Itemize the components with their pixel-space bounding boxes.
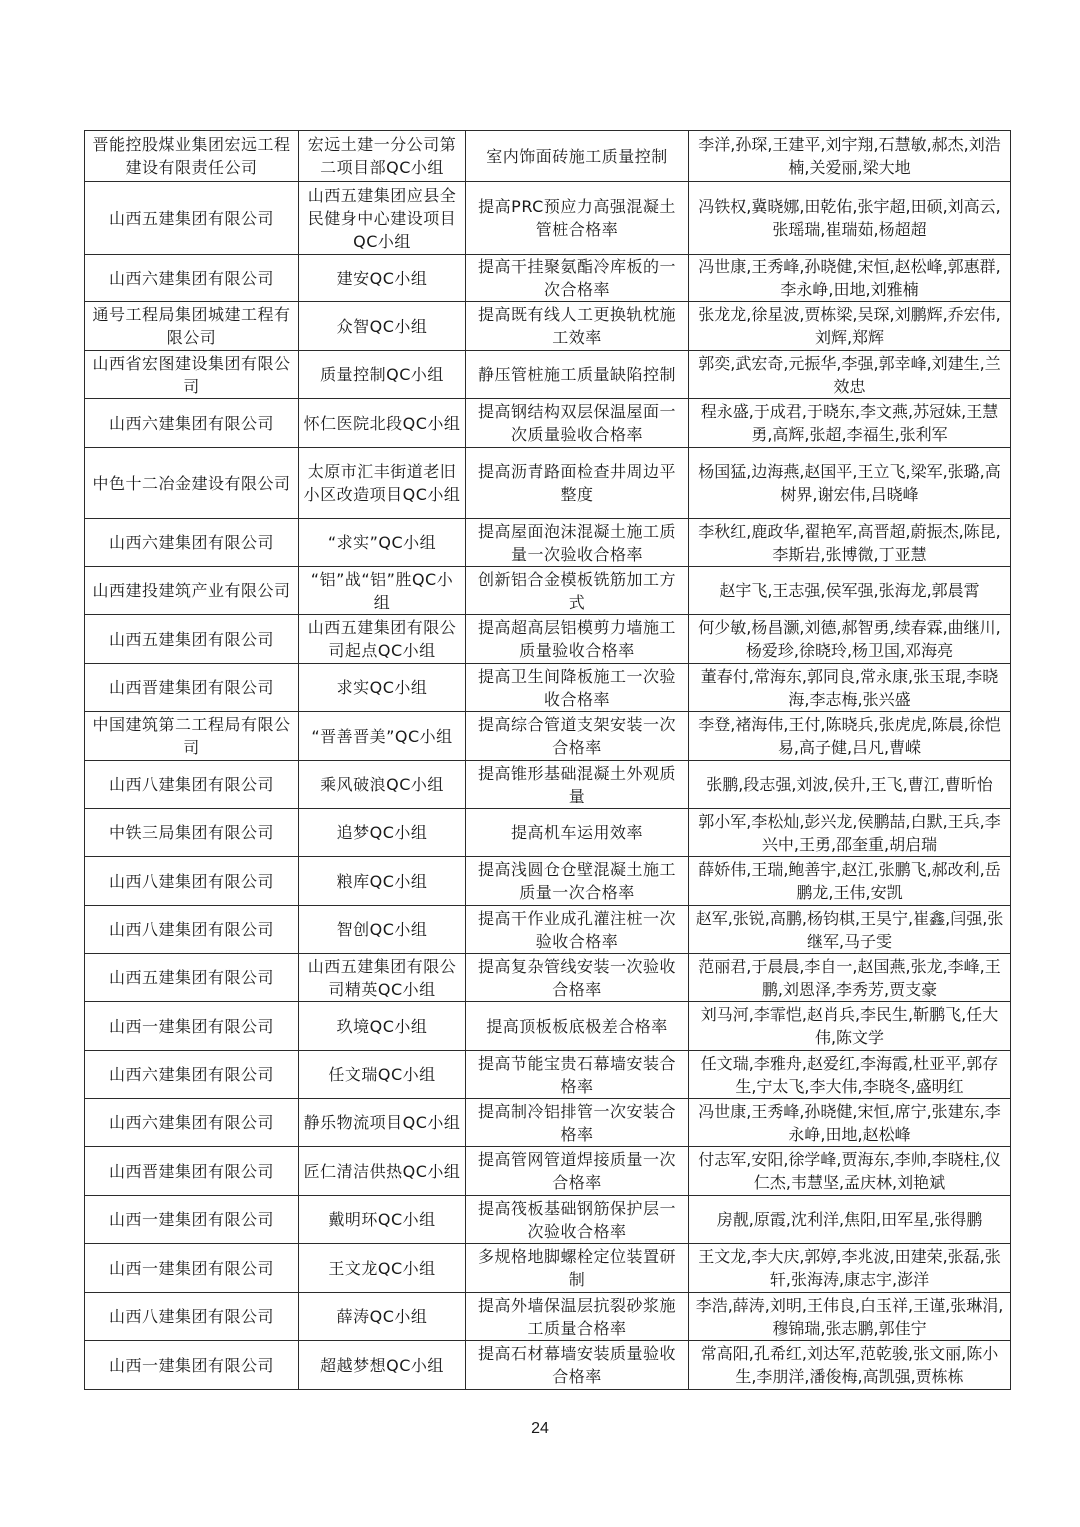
members-cell: 赵宇飞,王志强,侯军强,张海龙,郭晨霄 [689, 567, 1011, 615]
group-cell: 山西五建集团有限公司精英QC小组 [299, 954, 466, 1002]
group-cell: 粮库QC小组 [299, 857, 466, 906]
table-row [85, 1244, 1011, 1293]
table-row [85, 712, 1011, 761]
topic-cell: 提高机车运用效率 [466, 809, 689, 857]
table-row [85, 954, 1011, 1002]
members-cell: 刘马河,李霏恺,赵肖兵,李民生,靳鹏飞,任大伟,陈文学 [689, 1002, 1011, 1051]
group-cell: “晋善晋美”QC小组 [299, 712, 466, 761]
group-cell: 匠仁清洁供热QC小组 [299, 1147, 466, 1196]
members-cell: 李秋红,鹿政华,翟艳军,高晋超,蔚振杰,陈昆,李斯岩,张博微,丁亚慧 [689, 519, 1011, 567]
company-cell: 山西晋建集团有限公司 [85, 664, 299, 712]
topic-cell: 提高筏板基础钢筋保护层一次验收合格率 [466, 1196, 689, 1244]
table-body [85, 131, 1011, 1390]
members-cell: 李洋,孙琛,王建平,刘宇翔,石慧敏,郝杰,刘浩楠,关爱丽,梁大地 [689, 131, 1011, 182]
page-number: 24 [531, 1420, 549, 1437]
members-cell: 郭奕,武宏奇,元振华,李强,郭幸峰,刘建生,兰效忠 [689, 351, 1011, 399]
members-cell: 张龙龙,徐星波,贾栋梁,吴琛,刘鹏辉,乔宏伟,刘辉,郑辉 [689, 302, 1011, 351]
company-cell: 山西八建集团有限公司 [85, 761, 299, 809]
members-cell: 赵军,张锐,高鹏,杨钧棋,王昊宁,崔鑫,闫强,张继军,马子雯 [689, 906, 1011, 954]
company-cell: 中国建筑第二工程局有限公司 [85, 712, 299, 761]
table-row [85, 1099, 1011, 1147]
company-cell: 山西省宏图建设集团有限公司 [85, 351, 299, 399]
company-cell: 山西一建集团有限公司 [85, 1244, 299, 1293]
topic-cell: 提高外墙保温层抗裂砂浆施工质量合格率 [466, 1293, 689, 1341]
company-cell: 山西晋建集团有限公司 [85, 1147, 299, 1196]
table-row [85, 131, 1011, 182]
group-cell: 戴明环QC小组 [299, 1196, 466, 1244]
members-cell: 程永盛,于成君,于晓东,李文燕,苏冠妹,王慧勇,高辉,张超,李福生,张利军 [689, 399, 1011, 448]
topic-cell: 提高超高层铝模剪力墙施工质量验收合格率 [466, 615, 689, 664]
table-row [85, 1196, 1011, 1244]
table-row [85, 351, 1011, 399]
members-cell: 范丽君,于晨晨,李自一,赵国燕,张龙,李峰,王鹏,刘恩泽,李秀芳,贾支豪 [689, 954, 1011, 1002]
table-row [85, 809, 1011, 857]
company-cell: 山西六建集团有限公司 [85, 519, 299, 567]
group-cell: 宏远土建一分公司第二项目部QC小组 [299, 131, 466, 182]
topic-cell: 提高钢结构双层保温屋面一次质量验收合格率 [466, 399, 689, 448]
table-row [85, 1051, 1011, 1099]
table-row [85, 448, 1011, 519]
group-cell: 薛涛QC小组 [299, 1293, 466, 1341]
members-cell: 董春付,常海东,郭同良,常永康,张玉琨,李晓海,李志梅,张兴盛 [689, 664, 1011, 712]
members-cell: 常高阳,孔希红,刘达军,范乾骏,张文丽,陈小生,李朋洋,潘俊梅,高凯强,贾栋栋 [689, 1341, 1011, 1390]
group-cell: 追梦QC小组 [299, 809, 466, 857]
group-cell: “铝”战“铝”胜QC小组 [299, 567, 466, 615]
group-cell: 王文龙QC小组 [299, 1244, 466, 1293]
table-row [85, 857, 1011, 906]
topic-cell: 提高浅圆仓仓壁混凝土施工质量一次合格率 [466, 857, 689, 906]
members-cell: 李登,褚海伟,王付,陈晓兵,张虎虎,陈晨,徐恺易,高子健,吕凡,曹嵘 [689, 712, 1011, 761]
members-cell: 薛娇伟,王瑞,鲍善宇,赵江,张鹏飞,郝改利,岳鹏龙,王伟,安凯 [689, 857, 1011, 906]
company-cell: 通号工程局集团城建工程有限公司 [85, 302, 299, 351]
table-row [85, 1293, 1011, 1341]
topic-cell: 静压管桩施工质量缺陷控制 [466, 351, 689, 399]
table-row [85, 615, 1011, 664]
topic-cell: 提高锥形基础混凝土外观质量 [466, 761, 689, 809]
table-row [85, 1147, 1011, 1196]
company-cell: 山西六建集团有限公司 [85, 1099, 299, 1147]
topic-cell: 室内饰面砖施工质量控制 [466, 131, 689, 182]
table-row [85, 761, 1011, 809]
group-cell: 怀仁医院北段QC小组 [299, 399, 466, 448]
topic-cell: 多规格地脚螺栓定位装置研制 [466, 1244, 689, 1293]
group-cell: “求实”QC小组 [299, 519, 466, 567]
company-cell: 中色十二冶金建设有限公司 [85, 448, 299, 519]
company-cell: 山西八建集团有限公司 [85, 857, 299, 906]
qc-group-table [84, 130, 1011, 1390]
company-cell: 晋能控股煤业集团宏远工程建设有限责任公司 [85, 131, 299, 182]
topic-cell: 提高既有线人工更换轨枕施工效率 [466, 302, 689, 351]
members-cell: 张鹏,段志强,刘波,侯升,王飞,曹江,曹昕怡 [689, 761, 1011, 809]
table-row [85, 1002, 1011, 1051]
topic-cell: 提高卫生间降板施工一次验收合格率 [466, 664, 689, 712]
company-cell: 山西六建集团有限公司 [85, 399, 299, 448]
company-cell: 山西五建集团有限公司 [85, 615, 299, 664]
group-cell: 静乐物流项目QC小组 [299, 1099, 466, 1147]
topic-cell: 提高复杂管线安装一次验收合格率 [466, 954, 689, 1002]
company-cell: 山西一建集团有限公司 [85, 1341, 299, 1390]
company-cell: 山西八建集团有限公司 [85, 1293, 299, 1341]
members-cell: 冯世康,王秀峰,孙晓健,宋恒,赵松峰,郭惠群,李永峥,田地,刘雅楠 [689, 255, 1011, 302]
topic-cell: 提高顶板板底极差合格率 [466, 1002, 689, 1051]
members-cell: 冯铁权,冀晓娜,田乾佑,张宇超,田硕,刘高云,张瑶瑞,崔瑞茹,杨超超 [689, 182, 1011, 255]
topic-cell: 提高石材幕墙安装质量验收合格率 [466, 1341, 689, 1390]
topic-cell: 提高综合管道支架安装一次合格率 [466, 712, 689, 761]
table-row [85, 399, 1011, 448]
members-cell: 付志军,安阳,徐学峰,贾海东,李帅,李晓柱,仪仁杰,韦慧坚,孟庆林,刘艳斌 [689, 1147, 1011, 1196]
members-cell: 王文龙,李大庆,郭婷,李兆波,田建荣,张磊,张轩,张海涛,康志宇,澎洋 [689, 1244, 1011, 1293]
group-cell: 山西五建集团有限公司起点QC小组 [299, 615, 466, 664]
table-row [85, 255, 1011, 302]
topic-cell: 创新铝合金模板铣筋加工方式 [466, 567, 689, 615]
group-cell: 玖境QC小组 [299, 1002, 466, 1051]
group-cell: 太原市汇丰街道老旧小区改造项目QC小组 [299, 448, 466, 519]
topic-cell: 提高沥青路面检查井周边平整度 [466, 448, 689, 519]
topic-cell: 提高PRC预应力高强混凝土管桩合格率 [466, 182, 689, 255]
topic-cell: 提高干作业成孔灌注桩一次验收合格率 [466, 906, 689, 954]
members-cell: 郭小军,李松灿,彭兴龙,侯鹏喆,白默,王兵,李兴中,王勇,邵奎重,胡启瑞 [689, 809, 1011, 857]
group-cell: 智创QC小组 [299, 906, 466, 954]
group-cell: 任文瑞QC小组 [299, 1051, 466, 1099]
group-cell: 山西五建集团应县全民健身中心建设项目QC小组 [299, 182, 466, 255]
topic-cell: 提高节能宝贵石幕墙安装合格率 [466, 1051, 689, 1099]
table-row [85, 1341, 1011, 1390]
group-cell: 乘风破浪QC小组 [299, 761, 466, 809]
members-cell: 杨国猛,边海燕,赵国平,王立飞,梁军,张璐,高树界,谢宏伟,吕晓峰 [689, 448, 1011, 519]
group-cell: 求实QC小组 [299, 664, 466, 712]
company-cell: 山西八建集团有限公司 [85, 906, 299, 954]
members-cell: 冯世康,王秀峰,孙晓健,宋恒,席宁,张建东,李永峥,田地,赵松峰 [689, 1099, 1011, 1147]
members-cell: 何少敏,杨昌灏,刘德,郝智勇,续春霖,曲继川,杨爱珍,徐晓玲,杨卫国,邓海亮 [689, 615, 1011, 664]
table-row [85, 567, 1011, 615]
table-row [85, 182, 1011, 255]
group-cell: 质量控制QC小组 [299, 351, 466, 399]
company-cell: 中铁三局集团有限公司 [85, 809, 299, 857]
topic-cell: 提高管网管道焊接质量一次合格率 [466, 1147, 689, 1196]
group-cell: 众智QC小组 [299, 302, 466, 351]
company-cell: 山西六建集团有限公司 [85, 1051, 299, 1099]
members-cell: 房靓,原霞,沈利洋,焦阳,田军星,张得鹏 [689, 1196, 1011, 1244]
company-cell: 山西六建集团有限公司 [85, 255, 299, 302]
topic-cell: 提高制冷铝排管一次安装合格率 [466, 1099, 689, 1147]
table-row [85, 664, 1011, 712]
group-cell: 超越梦想QC小组 [299, 1341, 466, 1390]
table-row [85, 302, 1011, 351]
table-row [85, 519, 1011, 567]
group-cell: 建安QC小组 [299, 255, 466, 302]
company-cell: 山西五建集团有限公司 [85, 954, 299, 1002]
topic-cell: 提高干挂聚氨酯冷库板的一次合格率 [466, 255, 689, 302]
table-row [85, 906, 1011, 954]
company-cell: 山西五建集团有限公司 [85, 182, 299, 255]
company-cell: 山西一建集团有限公司 [85, 1196, 299, 1244]
members-cell: 李浩,薛涛,刘明,王伟良,白玉祥,王谨,张琳涓,穆锦瑞,张志鹏,郭佳宁 [689, 1293, 1011, 1341]
company-cell: 山西建投建筑产业有限公司 [85, 567, 299, 615]
topic-cell: 提高屋面泡沫混凝土施工质量一次验收合格率 [466, 519, 689, 567]
company-cell: 山西一建集团有限公司 [85, 1002, 299, 1051]
members-cell: 任文瑞,李雅舟,赵爱红,李海霞,杜亚平,郭存生,宁太飞,李大伟,李晓冬,盛明红 [689, 1051, 1011, 1099]
